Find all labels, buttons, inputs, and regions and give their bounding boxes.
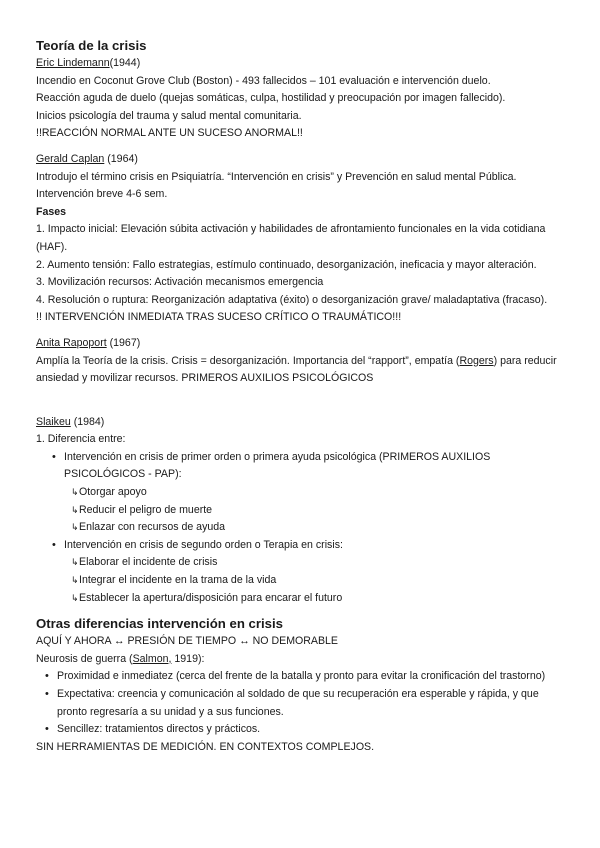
sub-item — [71, 554, 560, 572]
paragraph-line: Intervención breve 4-6 sem. — [36, 188, 168, 201]
author-line — [36, 55, 560, 73]
arrow-icon: ↳ — [71, 504, 79, 515]
paragraph-line: Introdujo el término crisis en Psiquiatría. “Intervención en crisis” y Prevención en salud mental Pública. — [36, 170, 517, 183]
paragraph — [36, 353, 560, 388]
section-title: Otras diferencias intervención en crisis — [36, 616, 284, 632]
paragraph-text: ) para reducir ansiedad y movilizar recursos. PRIMEROS AUXILIOS PSICOLÓGICOS — [36, 354, 557, 385]
list-item: • Sencillez: tratamientos directos y prácticos. — [57, 721, 560, 739]
list-item — [64, 449, 560, 537]
paragraph-line: Inicios psicología del trauma y salud mental comunitaria. — [36, 109, 302, 122]
author-name: Gerald Caplan — [36, 152, 105, 165]
sub-item — [71, 519, 560, 537]
arrow-icon: ↳ — [71, 592, 79, 603]
list-item-text: Intervención en crisis de segundo orden o Terapia en crisis: — [64, 538, 343, 551]
sub-item — [71, 590, 560, 608]
sub-item-text: Elaborar el incidente de crisis — [79, 556, 218, 569]
author-year: (1964) — [104, 152, 138, 165]
paragraph-text: Neurosis de guerra ( — [36, 652, 133, 665]
paragraph-line — [36, 651, 560, 669]
section-teoria-crisis — [36, 37, 560, 143]
section-caplan — [36, 151, 560, 327]
paragraph-text: 1919): — [171, 652, 205, 665]
slaikeu-list — [36, 449, 560, 607]
sub-item-text: Establecer la apertura/disposición para encarar el futuro — [79, 591, 343, 604]
list-item-text: Intervención en crisis de primer orden o primera ayuda psicológica (PRIMEROS AUXILIOS PSICOLÓGICOS - PAP): — [64, 450, 491, 481]
author-year: (1967) — [106, 336, 141, 349]
paragraph-line: !!REACCIÓN NORMAL ANTE UN SUCESO ANORMAL!! — [36, 127, 303, 140]
arrow-icon: ↳ — [71, 575, 79, 586]
sub-item-text: Enlazar con recursos de ayuda — [79, 521, 226, 534]
paragraph-line: Reacción aguda de duelo (quejas somáticas, culpa, hostilidad y preocupación por imagen fallecido). — [36, 92, 506, 105]
section-otras-diferencias — [36, 615, 560, 756]
arrow-icon: ↳ — [71, 557, 79, 568]
sub-item-text: Otorgar apoyo — [79, 486, 147, 499]
bullet-list — [36, 668, 560, 738]
list-intro: 1. Diferencia entre: — [36, 433, 126, 446]
sub-item-text: Integrar el incidente en la trama de la vida — [79, 574, 277, 587]
author-line — [36, 151, 560, 169]
section-rapoport — [36, 335, 560, 388]
author-year: (1944) — [109, 57, 141, 69]
salmon-link[interactable]: Salmon, — [132, 652, 172, 665]
author-name: Anita Rapoport — [36, 336, 107, 349]
arrow-icon: ↳ — [71, 487, 79, 498]
sub-list — [64, 484, 560, 537]
paragraph-line: AQUÍ Y AHORA ↔ PRESIÓN DE TIEMPO ↔ NO DEMORABLE — [36, 635, 338, 648]
rogers-link[interactable]: Rogers — [459, 354, 494, 367]
list-item — [64, 537, 560, 607]
sub-item — [71, 572, 560, 590]
paragraph-text: Amplía la Teoría de la crisis. Crisis = desorganización. Importancia del “rapport”, empatía ( — [36, 354, 460, 367]
author-year: (1984) — [70, 415, 105, 428]
author-name: Slaikeu — [36, 415, 71, 428]
sub-list — [64, 554, 560, 607]
arrow-icon: ↳ — [71, 522, 79, 533]
paragraph-line: Incendio en Coconut Grove Club (Boston) - 493 fallecidos – 101 evaluación e intervención duelo. — [36, 74, 491, 87]
alert-line: !! INTERVENCIÓN INMEDIATA TRAS SUCESO CRÍTICO O TRAUMÁTICO!!! — [36, 311, 402, 324]
fase-item: 1. Impacto inicial: Elevación súbita activación y habilidades de afrontamiento funcionales en la vida cotidiana (HAF). — [36, 223, 546, 253]
fases-heading: Fases — [36, 205, 67, 218]
fase-item: 2. Aumento tensión: Fallo estrategias, estímulo continuado, desorganización, ineficacia y mayor alteración. — [36, 258, 537, 271]
list-item: • Expectativa: creencia y comunicación al soldado de que su recuperación era esperable y rápida, y que pronto regresaría a su unidad y a sus funciones. — [57, 686, 560, 721]
section-slaikeu — [36, 414, 560, 608]
fase-item: 3. Movilización recursos: Activación mecanismos emergencia — [36, 276, 324, 289]
sub-item — [71, 502, 560, 520]
sub-item-text: Reducir el peligro de muerte — [79, 503, 213, 516]
author-line — [36, 335, 560, 353]
closing-line: SIN HERRAMIENTAS DE MEDICIÓN. EN CONTEXTOS COMPLEJOS. — [36, 740, 375, 753]
author-name: Eric Lindemann — [36, 57, 110, 69]
author-line — [36, 414, 560, 432]
fase-item: 4. Resolución o ruptura: Reorganización adaptativa (éxito) o desorganización grave/ maladaptativa (fracaso). — [36, 293, 548, 306]
sub-item — [71, 484, 560, 502]
section-title: Teoría de la crisis — [36, 38, 147, 53]
list-item: • Proximidad e inmediatez (cerca del frente de la batalla y pronto para evitar la cronificación del trastorno) — [57, 668, 560, 686]
